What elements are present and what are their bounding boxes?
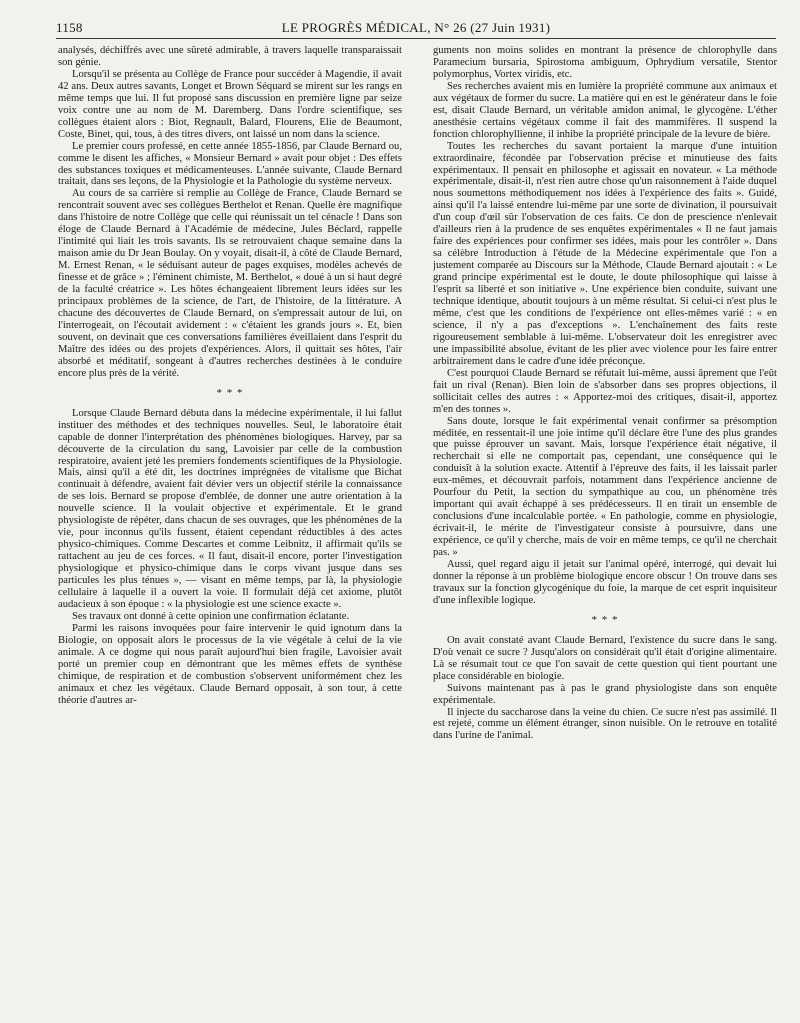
paragraph: Sans doute, lorsque le fait expérimental venait confirmer sa présomption méditée, en ressentait-il une joie intime qu'il déclare être l'une des plus grandes que puisse éprouver un savant. Mais, lorsque l'expérience était négative, il recherchait si elle ne comportait pas, cependant, une conséquence qui le conduisît à la solution exacte. Attentif à l'épreuve des faits, il les laissait parler eux-mêmes, et découvrait parfois, notamment dans l'expérience ancienne de Pourfour du Petit, la section du sympathique au cou, un phénomène très important qui avait échappé à ses prédécesseurs. Il en tirait un ensemble de conclusions d'une incalculable portée. « En pathologie, comme en physiologie, écrivait-il, le mérite de l'investigateur consiste à poursuivre, dans une expérience, ce qu'il y cherche, mais de voir en même temps, ce qu'il ne cherchait pas. » [433,415,777,559]
paragraph: Ses travaux ont donné à cette opinion une confirmation éclatante. [72,610,350,622]
paragraph: C'est pourquoi Claude Bernard se réfutait lui-même, aussi âprement que l'eût fait un rival (Renan). Bien loin de s'absorber dans ses propres objections, il sollicitait celles des autres : « Apportez-moi des critiques, disait-il, apportez m'en des tonnes ». [433,367,777,415]
left-column [58,45,402,1005]
section-separator: * * * [591,613,619,626]
page-header [56,20,776,38]
paragraph: Lorsque Claude Bernard débuta dans la médecine expérimentale, il lui fallut instituer des méthodes et des techniques nouvelles. Seul, le laboratoire était capable de donner l'interprétation des phénomènes biologiques. Harvey, par sa découverte de la circulation du sang, Lavoisier par celle de la combustion respiratoire, avaient jeté les premiers fondements scientifiques de la Physiologie. Mais, ainsi qu'il a été dit, les doctrines imprégnées de vitalisme que Bichat continuait à défendre, avaient fait dévier vers un objectif stérile la connaissance de ses lois. Bernard se propose d'emblée, de donner une autre orientation à la nouvelle science. Il la voulait objective et expérimentale. Et le grand physiologiste de répéter, dans chacun de ses ouvrages, que les phénomènes de la vie, pour inconnus qu'ils fussent, étaient cependant réductibles à des actes physico-chimiques. Comme Descartes et comme Leibnitz, il affirmait qu'ils se rattachent au jeu de ces forces. « Il faut, disait-il encore, porter l'investigation physiologique et physico-chimique dans le corps vivant jusque dans ses particules les plus ténues », — visant en même temps, par là, la physiologie cellulaire à laquelle il a ouvert la voie. Il formulait déjà cet axiome, plutôt audacieux à son époque : « la physiologie est une science exacte ». [58,407,402,610]
paragraph: On avait constaté avant Claude Bernard, l'existence du sucre dans le sang. D'où venait ce sucre ? Jusqu'alors on considérait qu'il était d'origine alimentaire. Là se résumait tout ce que l'on savait de cette question qui tient pourtant une place considérable en biologie. [433,634,777,682]
paragraph: guments non moins solides en montrant la présence de chlorophylle dans Paramecium bursaria, Spirostoma ambiguum, Ophrydium versatile, Stentor polymorphus, Vortex viridis, etc. [433,45,777,80]
section-separator: * * * [216,386,244,399]
paragraph: Au cours de sa carrière si remplie au Collège de France, Claude Bernard se rencontrait souvent avec ses collègues Berthelot et Renan. Quelle ère magnifique dans l'histoire de notre Collège que celle qui réunissait un tel cénacle ! Dans son éloge de Claude Bernard à l'Académie de médecine, Jules Béclard, rappelle l'intimité qui liait les trois savants. Ils se retrouvaient chaque semaine dans la maison amie du Dr Jean Boulay. On y voyait, disait-il, à côté de Claude Bernard, M. Ernest Renan, « le séduisant auteur de pages exquises, modèles achevés de finesse et de grâce » ; l'éminent chimiste, M. Berthelot, « doué à un si haut degré de la faculté créatrice ». Les hôtes échangeaient librement leurs idées sur les principaux problèmes de la science, de l'art, de l'histoire, de la littérature. A chacune des découvertes de Claude Bernard, on s'empressait autour de lui, on l'interrogeait, on l'écoutait avidement : « c'étaient les grands jours ». Et, bien souvent, on devinait que ces conversations familières éveillaient dans l'esprit du Maître des idées ou des projets d'expériences. Alors, il quittait ses hôtes, l'air absorbé et méditatif, songeant à d'autres recherches destinées à le conduire encore plus près de la vérité. [58,188,402,379]
paragraph: analysés, déchiffrés avec une sûreté admirable, à travers laquelle transparaissait son génie. [58,45,402,68]
paragraph: Parmi les raisons invoquées pour faire intervenir le quid ignotum dans la Biologie, on opposait alors le processus de la vie végétale à celui de la vie animale. A ce dogme qui nous paraît aujourd'hui bien fragile, Lavoisier avait porté un premier coup en démontrant que les mêmes effets de synthèse chimique, de respiration et de combustion s'observent uniformément chez les animaux et chez les végétaux. Claude Bernard opposait, à son tour, à cette théorie d'autres ar- [58,622,402,706]
paragraph: Toutes les recherches du savant portaient la marque d'une intuition extraordinaire, fécondée par l'observation précise et minutieuse des faits expérimentaux. Il pensait en philosophe et agissait en novateur. « La méthode expérimentale, disait-il, n'est rien autre chose qu'un raisonnement à l'aide duquel nous soumettons méthodiquement nos idées à l'expérience des faits ». Guidé, ainsi qu'il l'a laissé entendre lui-même par une sorte de divination, il poursuivait d'un coup d'œil sûr l'observation de ces faits. Ce don de prescience n'enlevait d'ailleurs rien à la prudence de ses enquêtes expérimentales « Il ne faut jamais faire des expériences pour confirmer ses idées, mais pour les contrôler ». Dans sa célèbre Introduction à l'étude de la Médecine expérimentale que l'on a justement comparée au Discours sur la Méthode, Claude Bernard ajoutait : « Le grand principe expérimental est le doute, le doute philosophique qui laisse à l'esprit sa liberté et son initiative ». Une expérience bien conduite, suivant une technique identique, aboutit toujours à un même résultat. Si celui-ci n'est plus le même, c'est que les conditions de l'expérience ont elles-mêmes varié : « en science, il n'y a pas d'exceptions ». L'enchaînement des faits reste rigoureusement semblable à lui-même. L'observateur doit les enregistrer avec une impassibilité absolue, évitant de les plier avec violence pour les faire entrer arbitrairement dans le cadre d'une idée préconçue. [433,140,777,367]
header-rule [56,38,776,39]
right-column [433,45,777,1005]
paragraph: Suivons maintenant pas à pas le grand physiologiste dans son enquête expérimentale. [433,682,777,706]
paragraph: Il injecte du saccharose dans la veine du chien. Ce sucre n'est pas assimilé. Il est rejeté, comme un élément étranger, sinon nuisible. On le retrouve en totalité dans l'urine de l'animal. [433,706,777,742]
paragraph: Aussi, quel regard aigu il jetait sur l'animal opéré, interrogé, qui devait lui donner la réponse à un problème biologique encore obscur ! On trouve dans ses travaux sur la fonction glycogénique du foie, la marque de cet esprit inquisiteur d'une inflexible logique. [433,558,777,606]
paragraph: Ses recherches avaient mis en lumière la propriété commune aux animaux et aux végétaux de former du sucre. La matière qui en est le générateur dans le foie est, disait Claude Bernard, un véritable amidon animal, le glycogène. L'éther anesthésie certains végétaux comme il fait des mammifères. Il suspend la fonction chlorophyllienne, il inhibe la propriété principale de la levure de bière. [433,80,777,140]
paragraph: Le premier cours professé, en cette année 1855-1856, par Claude Bernard ou, comme le disent les affiches, « Monsieur Bernard » avait pour objet : Des effets des substances toxiques et médicamenteuses. L'année suivante, Claude Bernard traitait, dans ses leçons, de la Physiologie et la Pathologie du système nerveux. [58,140,402,188]
page-number: 1158 [56,20,83,35]
running-title: LE PROGRÈS MÉDICAL, N° 26 (27 Juin 1931) [281,20,551,35]
paragraph: Lorsqu'il se présenta au Collège de France pour succéder à Magendie, il avait 42 ans. Deux autres savants, Longet et Brown Séquard se mirent sur les rangs en même temps que lui. Il fut proposé sans discussion en première ligne par seize voix contre une au nom de M. Daremberg. Dans l'ordre scientifique, ses collègues étaient alors : Biot, Regnault, Balard, Flourens, Elie de Beaumont, Coste, Binet, qui, tous, à des titres divers, ont laissé un nom dans la science. [58,68,402,140]
